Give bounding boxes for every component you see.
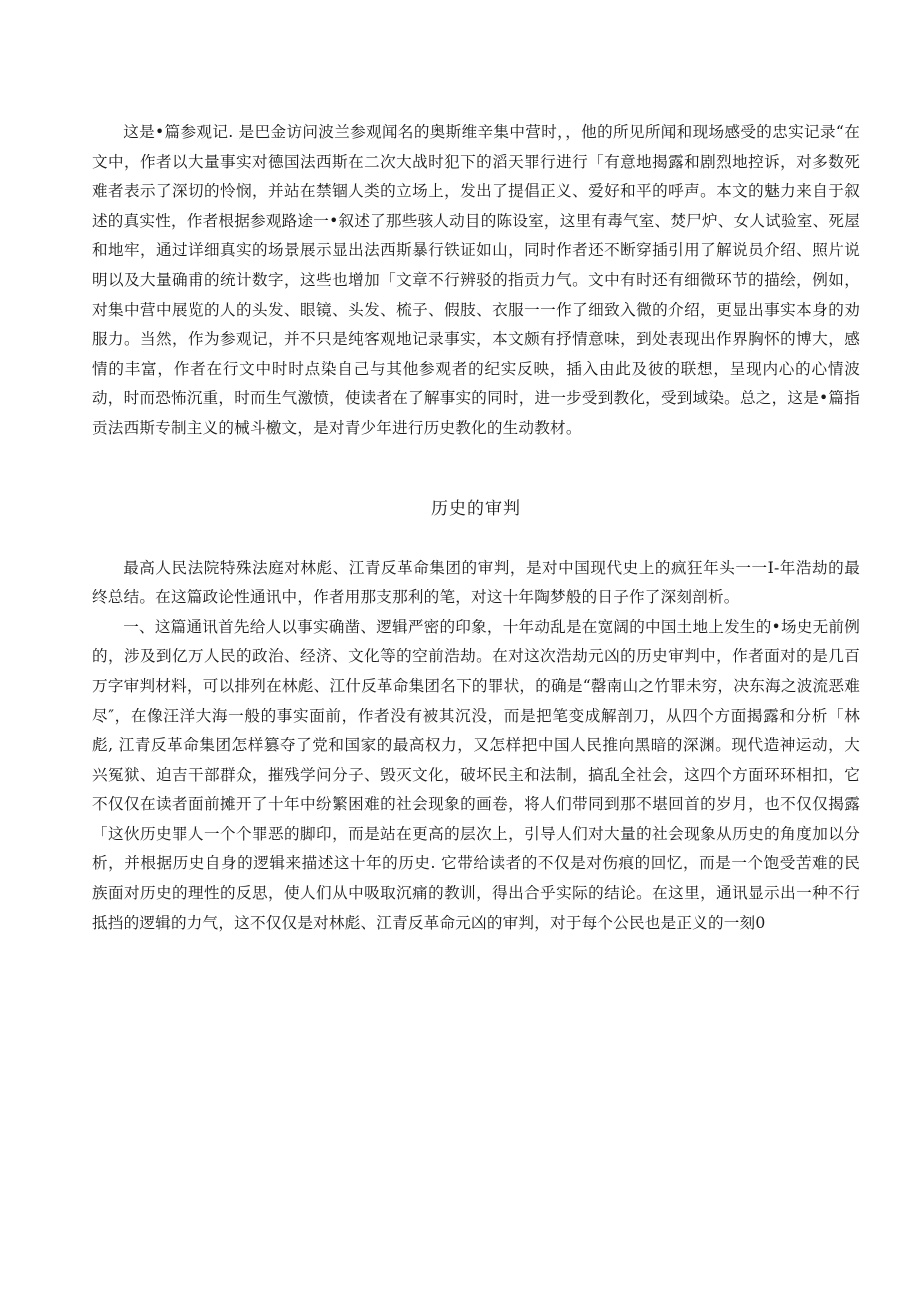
document-page (92, 118, 860, 938)
section-paragraph-2: 一、这篇通讯首先给人以事实确凿、逻辑严密的印象，十年动乱是在宽阔的中国土地上发生的•场史无前例的，涉及到亿万人民的政治、经济、文化等的空前浩劫。在对这次浩劫元凶的历史审判中，作者面对的是几百万字审判材料，可以排列在林彪、江什反革命集团名下的罪状，的确是“罄南山之竹罪未穷，决东海之波流恶难尽″，在像汪洋大海一般的事实面前，作者没有被其沉没，而是把笔变成解剖刀，从四个方面揭露和分析「林彪, 江青反革命集团怎样篡夺了党和国家的最高权力，又怎样把中国人民推向黑暗的深渊。现代造神运动，大兴冤狱、迫吉干部群众，摧残学问分子、毁灭文化，破坏民主和法制，搞乱全社会，这四个方面环环相扣，它不仅仅在读者面前摊开了十年中纷繁困难的社会现象的画卷，将人们带同到那不堪回首的岁月，也不仅仅揭露「这伙历史罪人一个个罪恶的脚印，而是站在更高的层次上，引导人们对大量的社会现象从历史的角度加以分析，并根据历史自身的逻辑来描述这十年的历史. 它带给读者的不仅是对伤痕的回忆，而是一个饱受苦难的民族面对历史的理性的反思，使人们从中吸取沉痛的教训，得出合乎实际的结论。在这里，通讯显示出一种不行抵挡的逻辑的力气，这不仅仅是对林彪、江青反革命元凶的审判，对于每个公民也是正义的一刻0 (92, 617, 860, 932)
intro-paragraph: 这是•篇参观记. 是巴金访问波兰参观闻名的奥斯维辛集中营时，，他的所见所闻和现场感受的忠实记录“在文中，作者以大量事实对德国法西斯在二次大战时犯下的滔天罪行进行「有意地揭露和剧烈地控诉，对多数死难者表示了深切的怜悯，并站在禁锢人类的立场上，发出了提倡正义、爱好和平的呼声。本文的魅力来自于叙述的真实性，作者根据参观路途一•叙述了那些骇人动目的陈设室，这里有毒气室、焚尸炉、女人试验室、死屋和地牢，通过详细真实的场景展示显出法西斯暴行铁证如山，同时作者还不断穿插引用了解说员介绍、照片说明以及大量确甫的统计数字，这些也增加「文章不行辨驳的指贡力气。文中有时还有细微环节的描绘，例如，对集中营中展览的人的头发、眼镜、头发、梳子、假肢、衣服一一作了细致入微的介绍，更显出事实本身的劝服力。当然，作为参观记，并不只是纯客观地记录事实，本文颇有抒情意味，到处表现出作界胸怀的博大，感情的丰富，作者在行文中时时点染自己与其他参观者的纪实反映，插入由此及彼的联想，呈现内心的心情波动，时而恐怖沉重，时而生气激愤，使读者在了解事实的同时，进一步受到教化，受到域染。总之，这是•篇指贡法西斯专制主义的械斗檄文，是对青少年进行历史教化的生动教材。 (92, 123, 860, 437)
section-paragraph-1: 最高人民法院特殊法庭对林彪、江青反革命集团的审判，是对中国现代史上的疯狂年头一一I-年浩劫的最终总结。在这篇政论性通讯中，作者用那支那利的笔，对这十年陶梦般的日子作了深刻剖析。 (92, 558, 860, 607)
section-title: 历史的审判 (431, 498, 521, 519)
